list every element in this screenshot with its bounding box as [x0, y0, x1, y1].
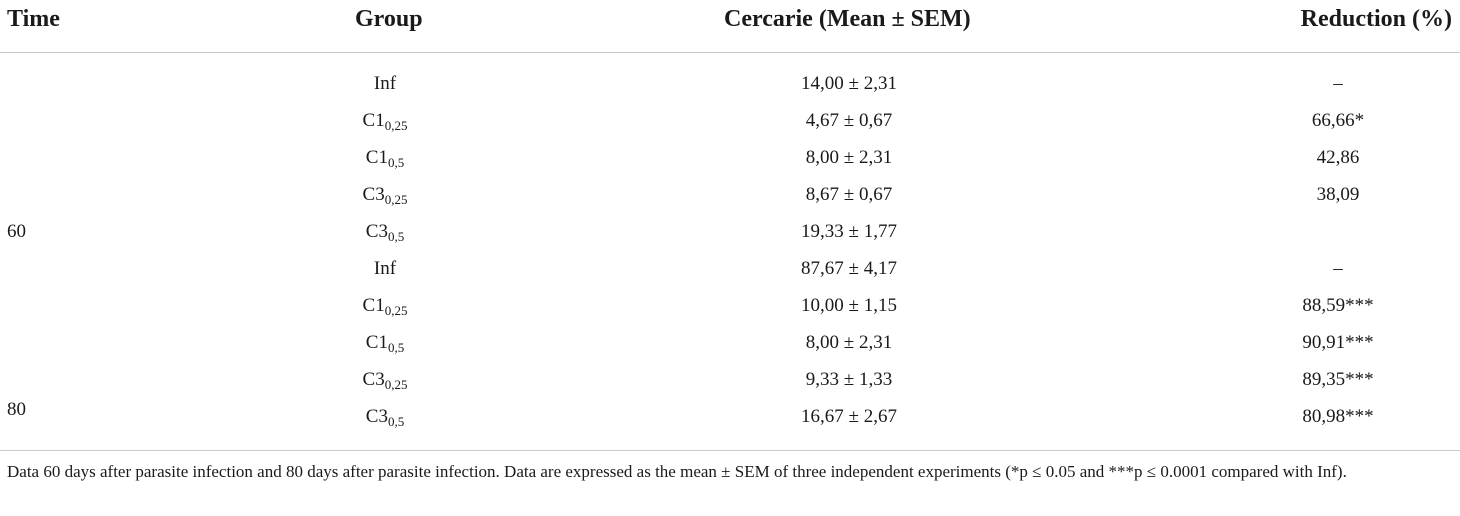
- group-concentration: 0,25: [384, 377, 408, 392]
- group-cell: [335, 368, 435, 392]
- group-name: C1: [365, 147, 388, 168]
- group-cell: [335, 146, 435, 170]
- header-reduction: Reduction (%): [1300, 6, 1452, 32]
- group-concentration: 0,5: [387, 155, 405, 170]
- group-concentration: 0,5: [387, 340, 405, 355]
- footer-divider: [0, 450, 1460, 451]
- header-cercarie: Cercarie (Mean ± SEM): [724, 6, 971, 32]
- group-cell: [335, 294, 435, 318]
- group-concentration: 0,5: [387, 229, 405, 244]
- table-footnote: Data 60 days after parasite infection and 80 days after parasite infection. Data are expressed as the mean ± SEM of three independent experiments (*p ≤ 0.05 and ***p ≤ 0.0001 compared with Inf).: [7, 462, 1347, 481]
- group-cell: [335, 220, 435, 244]
- group-name: C3: [365, 221, 388, 242]
- group-name: C3: [362, 369, 385, 390]
- cercarie-value: 8,00 ± 2,31: [805, 332, 893, 353]
- group-cell: [335, 405, 435, 429]
- time-label-60: 60: [7, 221, 26, 242]
- group-concentration: 0,25: [384, 192, 408, 207]
- reduction-value: –: [1333, 258, 1343, 279]
- reduction-value: 88,59***: [1302, 295, 1374, 316]
- cercarie-value: 9,33 ± 1,33: [805, 369, 893, 390]
- group-name: C3: [362, 184, 385, 205]
- group-concentration: 0,25: [384, 118, 408, 133]
- reduction-value: –: [1333, 73, 1343, 94]
- cercarie-value: 87,67 ± 4,17: [801, 258, 897, 279]
- cercarie-value: 14,00 ± 2,31: [801, 73, 897, 94]
- group-cell: [335, 331, 435, 355]
- header-divider: [0, 52, 1460, 53]
- reduction-value: 80,98***: [1302, 406, 1374, 427]
- group-cell: [335, 72, 435, 96]
- reduction-value: 90,91***: [1302, 332, 1374, 353]
- reduction-value: 38,09: [1316, 184, 1360, 205]
- group-name: C1: [362, 295, 385, 316]
- cercarie-value: 8,67 ± 0,67: [805, 184, 893, 205]
- group-cell: [335, 183, 435, 207]
- cercarie-value: 16,67 ± 2,67: [801, 406, 897, 427]
- group-concentration: 0,5: [387, 414, 405, 429]
- cercarie-value: 19,33 ± 1,77: [801, 221, 897, 242]
- header-group: Group: [355, 6, 423, 32]
- header-time: Time: [7, 6, 60, 32]
- group-name: Inf: [373, 73, 397, 94]
- group-name: C1: [362, 110, 385, 131]
- group-cell: [335, 109, 435, 133]
- group-concentration: 0,25: [384, 303, 408, 318]
- group-name: C1: [365, 332, 388, 353]
- cercarie-value: 10,00 ± 1,15: [801, 295, 897, 316]
- reduction-value: 66,66*: [1311, 110, 1365, 131]
- time-label-80: 80: [7, 399, 26, 420]
- cercarie-value: 4,67 ± 0,67: [805, 110, 893, 131]
- group-cell: [335, 257, 435, 281]
- group-name: C3: [365, 406, 388, 427]
- reduction-value: 89,35***: [1302, 369, 1374, 390]
- cercarie-value: 8,00 ± 2,31: [805, 147, 893, 168]
- group-name: Inf: [373, 258, 397, 279]
- reduction-value: 42,86: [1316, 147, 1360, 168]
